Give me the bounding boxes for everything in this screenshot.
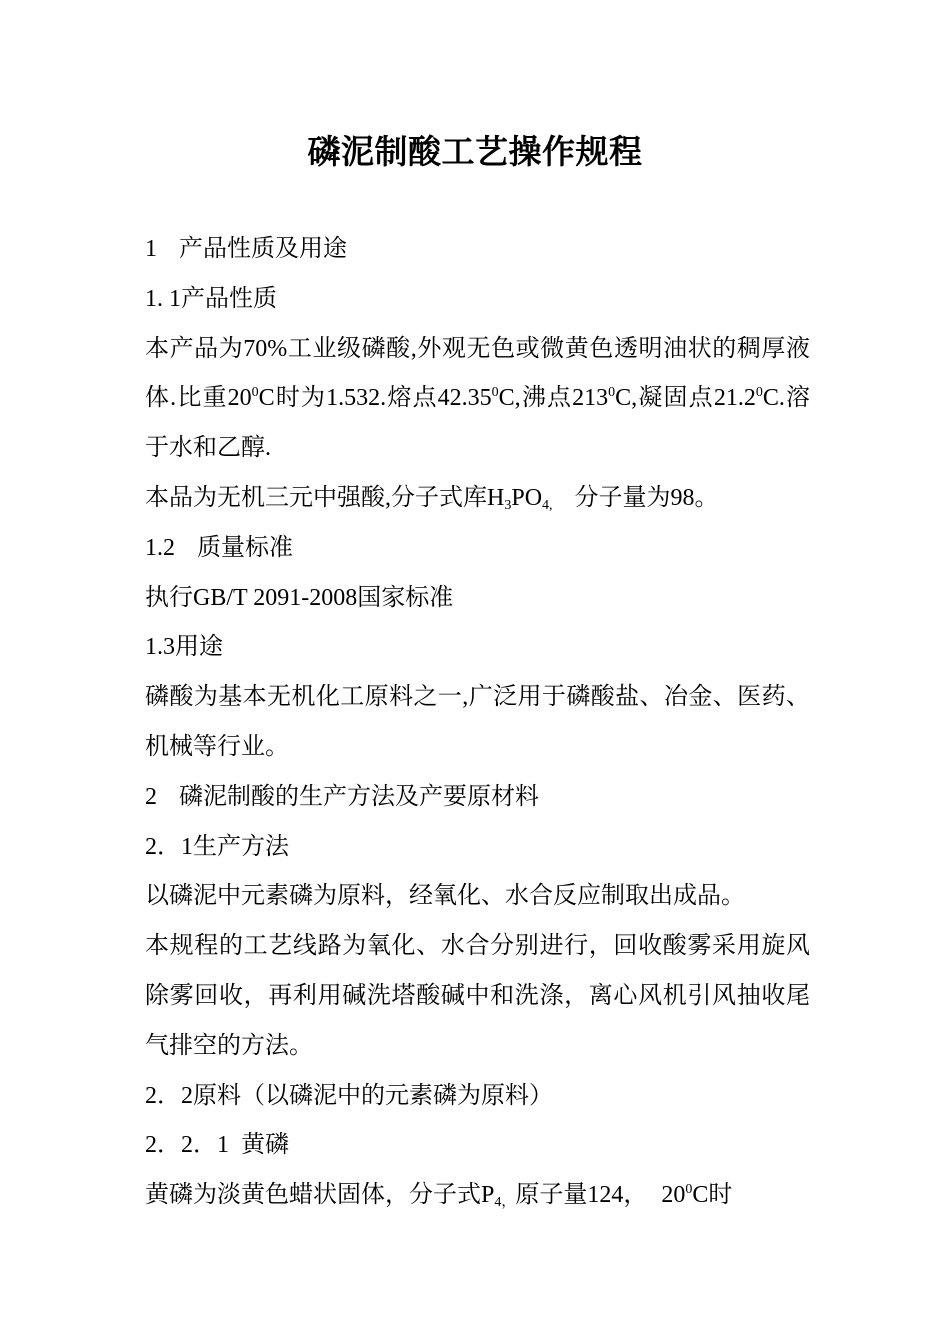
section-1-3-heading: 1.3用途 — [145, 634, 223, 661]
section-1-2-heading — [145, 524, 810, 574]
paragraph-uses: 磷酸为基本无机化工原料之一,广泛用于磷酸盐、冶金、医药、机械等行业。 — [145, 684, 810, 760]
section-title: 产品性质 — [181, 285, 277, 312]
document-body — [145, 225, 810, 1221]
section-number: 1. 1 — [145, 285, 181, 312]
paragraph-product-properties: 本产品为70%工业级磷酸,外观无色或微黄色透明油状的稠厚液体.比重$20^0C$时为1.532.熔点42.35$^0$C,沸点$213^0C$,凝固点21.2$^0$C.溶于水和乙醇. — [145, 335, 810, 462]
section-2-2-1-heading: 2．2．1 黄磷 — [145, 1132, 289, 1159]
section-title: 质量标准 — [197, 534, 293, 561]
paragraph-molecular-formula: 本品为无机三元中强酸,分子式库$H_3PO_{4,}$ 分子量为98。 — [145, 484, 719, 513]
section-title: 磷泥制酸的生产方法及产要原材料 — [179, 783, 539, 810]
section-1-1-heading — [145, 275, 810, 325]
paragraph-production-method: 以磷泥中元素磷为原料，经氧化、水合反应制取出成品。 — [145, 883, 745, 910]
section-2-2-heading: 2．2原料（以磷泥中的元素磷为原料） — [145, 1082, 553, 1109]
paragraph-yellow-phosphorus: 黄磷为淡黄色蜡状固体，分子式$P_{4,}$原子量124， $20^0C$时 — [145, 1182, 733, 1211]
paragraph-standard: 执行GB/T 2091-2008国家标准 — [145, 584, 454, 611]
paragraph-process-route: 本规程的工艺线路为氧化、水合分别进行，回收酸雾采用旋风除雾回收，再利用碱洗塔酸碱中和洗涤，离心风机引风抽收尾气排空的方法。 — [145, 933, 810, 1059]
section-title: 产品性质及用途 — [179, 236, 347, 262]
section-number: 1 — [145, 236, 157, 262]
section-2-heading — [145, 773, 810, 823]
document-title: 磷泥制酸工艺操作规程 — [307, 132, 643, 171]
section-number: 1.2 — [145, 534, 175, 561]
section-2-1-heading: 2．1生产方法 — [145, 833, 289, 860]
section-number: 2 — [145, 783, 157, 810]
section-1-heading — [145, 225, 810, 275]
